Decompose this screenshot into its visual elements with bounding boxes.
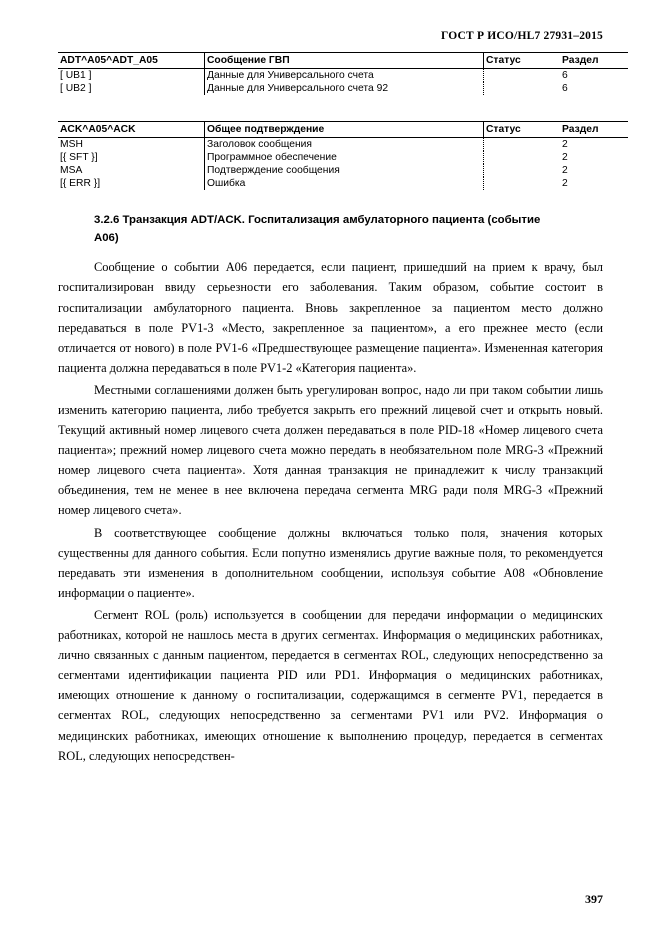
adt-a05-table <box>58 52 628 95</box>
table-row <box>58 151 628 164</box>
section-heading <box>58 212 603 247</box>
cell-description: Ошибка <box>205 177 484 190</box>
adt-a05-table-wrapper <box>58 52 603 95</box>
cell-description: Заголовок сообщения <box>205 138 484 152</box>
cell-section: 6 <box>562 83 568 94</box>
paragraph-4: Сегмент ROL (роль) используется в сообщении для передачи информации о медицинских работниках, которой не нашлось места в других сегментах. Информация о медицинских работниках, лично связанных с данным пациентом, передается в сегментах ROL, следующих непосредственно за сегментами идентификации пациента PID или PD1. Информация о медицинских работниках, имеющих отношение к данному о госпитализации, содержащимся в сегменте PV1, передается в сегментах ROL, следующих непосредственно за сегментами PV1 или PV2. Информация о медицинских работниках, имеющих отношение к выполнению процедур, передается в сегментах ROL, следующих непосредствен- <box>58 607 603 763</box>
cell-status <box>484 177 561 190</box>
cell-segment: [{ SFT }] <box>60 152 98 163</box>
cell-segment: [ UB1 ] <box>60 70 92 81</box>
column-header-segment: ACK^A05^ACK <box>58 122 205 138</box>
ack-a05-table-wrapper <box>58 121 603 190</box>
cell-status <box>484 151 561 164</box>
ack-a05-table <box>58 121 628 190</box>
cell-section: 2 <box>562 139 568 150</box>
table-row <box>58 138 628 152</box>
section-heading-line1: 3.2.6 Транзакция ADT/ACK. Госпитализация амбулаторного пациента (событие <box>94 214 541 226</box>
cell-status <box>484 82 561 95</box>
cell-status <box>484 138 561 152</box>
column-header-status: Статус <box>484 53 561 69</box>
page-number: 397 <box>585 892 603 906</box>
section-heading-line2: A06) <box>94 231 119 244</box>
cell-section: 6 <box>562 70 568 81</box>
cell-segment: MSA <box>60 165 83 176</box>
column-header-description: Общее подтверждение <box>205 122 484 138</box>
paragraph-2: Местными соглашениями должен быть урегулирован вопрос, надо ли при таком событии лишь изменить категорию пациента, либо требуется закрыть его прежний лицевой счет и открыть новый. Текущий активный номер лицевого счета должен передаваться в поле PID-18 «Номер лицевого счета пациента»; прежний номер лицевого счета можно передать в необязательном поле MRG-3 «Прежний номер лицевого счета пациента». Хотя данная транзакция не принадлежит к числу транзакций объединения, тем не менее в нее включена передача сегмента MRG ради поля MRG-3 «Прежний номер лицевого счета». <box>58 382 603 518</box>
column-header-section: Раздел <box>560 122 628 138</box>
column-header-section: Раздел <box>560 53 628 69</box>
cell-segment: MSH <box>60 139 83 150</box>
table-row <box>58 164 628 177</box>
column-header-description: Сообщение ГВП <box>205 53 484 69</box>
cell-section: 2 <box>562 178 568 189</box>
cell-description: Подтверждение сообщения <box>205 164 484 177</box>
cell-description: Программное обеспечение <box>205 151 484 164</box>
table-row <box>58 177 628 190</box>
cell-status <box>484 164 561 177</box>
table-header-row <box>58 53 628 69</box>
paragraph-1: Сообщение о событии A06 передается, если пациент, пришедший на прием к врачу, был госпитализирован ввиду серьезности его заболевания. Таким образом, событие состоит в госпитализации амбулаторного пациента. Вновь закрепленное за пациентом место должно передаваться в поле PV1-3 «Место, закрепленное за пациентом», а его прежнее место (если отличается от нового) в поле PV1-6 «Предшествующее размещение пациента». Измененная категория пациента должна передаваться в поле PV1-2 «Категория пациента». <box>58 260 603 375</box>
table-header-row <box>58 122 628 138</box>
cell-description: Данные для Универсального счета <box>205 69 484 83</box>
cell-segment: [{ ERR }] <box>60 178 101 189</box>
cell-status <box>484 69 561 83</box>
table-row <box>58 82 628 95</box>
column-header-segment: ADT^A05^ADT_A05 <box>58 53 205 69</box>
cell-segment: [ UB2 ] <box>60 83 92 94</box>
cell-description: Данные для Универсального счета 92 <box>205 82 484 95</box>
cell-section: 2 <box>562 152 568 163</box>
table-row <box>58 69 628 83</box>
cell-section: 2 <box>562 165 568 176</box>
paragraph-3: В соответствующее сообщение должны включаться только поля, значения которых существенны для данного события. Если попутно изменялись другие важные поля, то рекомендуется передавать эти изменения в дополнительном сообщении, используя событие A08 «Обновление информации о пациенте». <box>58 525 603 600</box>
column-header-status: Статус <box>484 122 561 138</box>
page-header: ГОСТ Р ИСО/HL7 27931–2015 <box>441 30 603 42</box>
